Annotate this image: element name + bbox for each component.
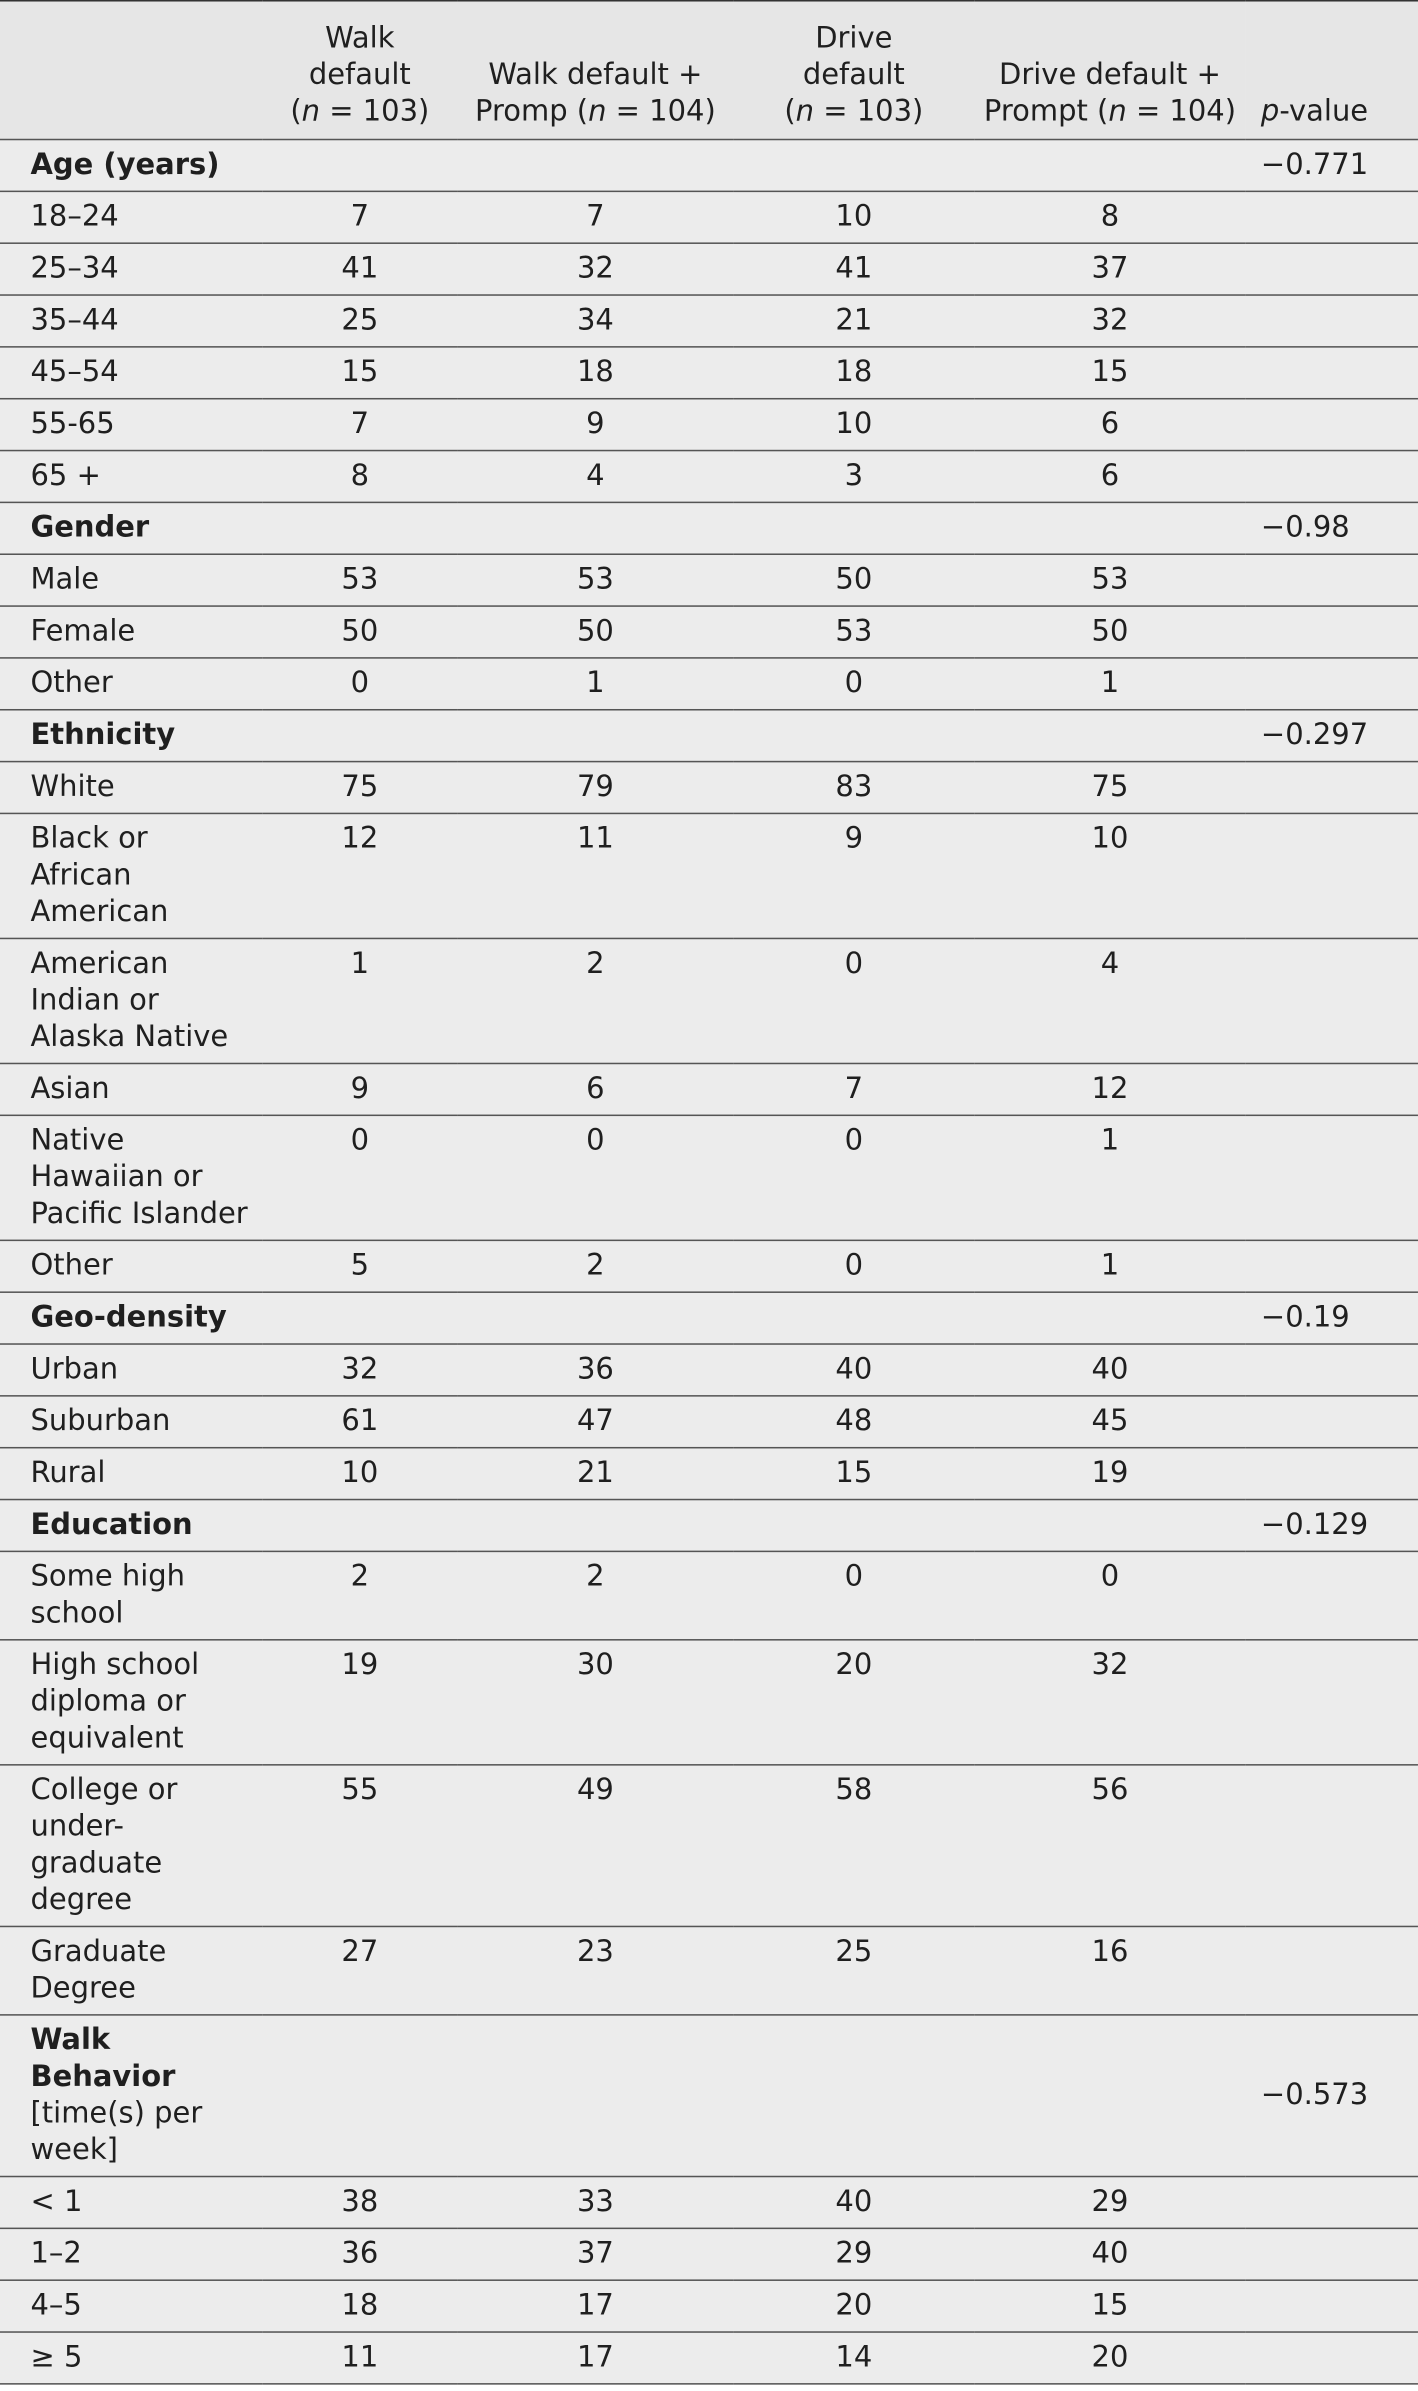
table-cell: 6 [974,399,1245,451]
table-cell: 75 [262,762,457,814]
table-cell: 0 [262,1115,457,1240]
table-cell [974,710,1245,762]
p-value-cell [1246,243,1418,295]
table-cell: 8 [974,191,1245,243]
table-cell: 7 [457,191,733,243]
label-text: College or under-graduate degree [30,1773,178,1917]
section-label [0,2015,262,2177]
label-text: 25–34 [30,251,119,286]
p-value-cell: −0.129 [1246,1500,1418,1552]
table-row [0,243,1418,295]
table-cell [974,1500,1245,1552]
p-value-cell [1246,606,1418,658]
table-cell: 32 [974,1640,1245,1765]
table-cell: 32 [457,243,733,295]
table-cell: 0 [733,938,974,1063]
row-label [0,1063,262,1115]
table-cell: 0 [733,658,974,710]
table-cell: 20 [733,1640,974,1765]
table-cell: 40 [733,2177,974,2229]
table-cell: 36 [262,2228,457,2280]
table-cell: 37 [457,2228,733,2280]
table-cell: 53 [262,554,457,606]
table-cell: 49 [457,1765,733,1927]
row-label [0,1396,262,1448]
label-text: American Indian or Alaska Native [30,946,229,1054]
table-cell: 1 [974,1115,1245,1240]
header-row [0,1,1418,140]
table-row [0,1063,1418,1115]
label-text: Geo-density [30,1300,227,1335]
row-label [0,1926,262,2014]
table-cell: 20 [733,2280,974,2332]
table-cell: 53 [457,554,733,606]
table-row [0,1115,1418,1240]
table-row [0,191,1418,243]
table-row [0,2228,1418,2280]
p-value-cell: −0.573 [1246,2015,1418,2177]
table-cell: 53 [974,554,1245,606]
table-cell: 45 [974,1396,1245,1448]
p-value-cell [1246,762,1418,814]
section-row [0,502,1418,554]
label-text: Asian [30,1071,110,1106]
table-cell: 10 [733,191,974,243]
header-drive-default-prompt: Drive default + Prompt (n = 104) [974,1,1245,140]
table-cell [262,710,457,762]
row-label [0,191,262,243]
header-walk-default-prompt: Walk default + Promp (n = 104) [457,1,733,140]
table-cell [733,2015,974,2177]
table-row [0,1551,1418,1639]
label-text: 65 + [30,458,101,493]
row-label [0,451,262,503]
row-label [0,2332,262,2384]
p-value-cell [1246,451,1418,503]
label-text: 55-65 [30,407,115,441]
label-text: Gender [30,510,150,545]
table-cell: 36 [457,1344,733,1396]
table-cell [733,140,974,192]
section-row [0,1292,1418,1344]
label-text: 35–44 [30,303,119,337]
table-cell: 50 [974,606,1245,658]
p-value-cell [1246,1926,1418,2014]
label-text: Some high school [30,1559,186,1630]
table-cell: 20 [974,2332,1245,2384]
label-text: ≥ 5 [30,2340,83,2374]
p-value-cell [1246,1240,1418,1292]
table-row [0,554,1418,606]
table-cell: 83 [733,762,974,814]
p-value-cell [1246,1448,1418,1500]
table-row [0,762,1418,814]
table-cell [457,1500,733,1552]
row-label [0,1344,262,1396]
p-value-cell: −0.297 [1246,710,1418,762]
table-cell: 7 [262,399,457,451]
p-value-cell [1246,938,1418,1063]
row-label [0,347,262,399]
table-cell: 0 [262,658,457,710]
label-text: Suburban [30,1404,171,1438]
label-text: Urban [30,1352,119,1386]
table-cell [262,140,457,192]
table-cell: 37 [974,243,1245,295]
p-value-cell [1246,347,1418,399]
section-label [0,140,262,192]
p-value-cell: −0.771 [1246,140,1418,192]
table-cell: 29 [733,2228,974,2280]
table-cell: 61 [262,1396,457,1448]
table-row [0,1765,1418,1927]
table-cell: 18 [457,347,733,399]
section-label [0,710,262,762]
table-cell [733,1500,974,1552]
row-label [0,1240,262,1292]
table-cell: 25 [262,295,457,347]
table-cell [262,1500,457,1552]
row-label [0,399,262,451]
table-row [0,1926,1418,2014]
table-cell: 40 [974,1344,1245,1396]
table-cell [262,1292,457,1344]
row-label [0,658,262,710]
section-row [0,710,1418,762]
table-cell: 3 [733,451,974,503]
p-value-cell [1246,1640,1418,1765]
table-row [0,2332,1418,2384]
table-row [0,1640,1418,1765]
table-cell: 50 [262,606,457,658]
row-label [0,2280,262,2332]
table-cell: 30 [457,1640,733,1765]
table-body [0,140,1418,2384]
p-value-cell [1246,2228,1418,2280]
table-row [0,1344,1418,1396]
table-cell: 8 [262,451,457,503]
table-row [0,2177,1418,2229]
section-sublabel: [time(s) per week] [30,2096,203,2167]
table-cell: 14 [733,2332,974,2384]
table-cell: 41 [733,243,974,295]
p-value-cell [1246,1063,1418,1115]
table-cell: 40 [733,1344,974,1396]
row-label [0,1640,262,1765]
table-row [0,1396,1418,1448]
table-cell: 15 [974,2280,1245,2332]
header-walk-default: Walk default (n = 103) [262,1,457,140]
table-row [0,451,1418,503]
table-row [0,399,1418,451]
header-empty [0,1,262,140]
table-row [0,295,1418,347]
table-cell: 18 [733,347,974,399]
table-cell [733,710,974,762]
p-value-cell: −0.98 [1246,502,1418,554]
table-cell: 23 [457,1926,733,2014]
label-text: Native Hawaiian or Pacific Islander [30,1123,248,1231]
section-row [0,2015,1418,2177]
table-cell: 1 [457,658,733,710]
table-cell: 4 [457,451,733,503]
table-cell: 18 [262,2280,457,2332]
table-cell: 12 [974,1063,1245,1115]
label-text: High school diploma or equivalent [30,1648,200,1755]
table-cell: 38 [262,2177,457,2229]
table-cell: 75 [974,762,1245,814]
section-row [0,140,1418,192]
label-text: Graduate Degree [30,1934,167,2005]
row-label [0,813,262,938]
table-cell: 55 [262,1765,457,1927]
table-cell: 10 [974,813,1245,938]
table-cell: 58 [733,1765,974,1927]
table-cell: 56 [974,1765,1245,1927]
table-cell: 21 [733,295,974,347]
label-text: < 1 [30,2184,83,2219]
table-cell: 34 [457,295,733,347]
table-cell: 11 [262,2332,457,2384]
p-value-cell: −0.19 [1246,1292,1418,1344]
label-text: Female [30,614,136,648]
table-cell: 15 [733,1448,974,1500]
table-cell: 53 [733,606,974,658]
table-cell: 19 [974,1448,1245,1500]
table-cell: 50 [733,554,974,606]
label-text: Education [30,1507,193,1542]
row-label [0,1765,262,1927]
table-cell: 17 [457,2280,733,2332]
p-value-cell [1246,1115,1418,1240]
section-label [0,1500,262,1552]
table-row [0,1240,1418,1292]
p-value-cell [1246,554,1418,606]
table-cell: 10 [262,1448,457,1500]
table-cell: 19 [262,1640,457,1765]
p-value-cell [1246,399,1418,451]
table-cell: 9 [733,813,974,938]
row-label [0,1448,262,1500]
section-label [0,1292,262,1344]
row-label [0,762,262,814]
section-label [0,502,262,554]
table-cell: 1 [262,938,457,1063]
table-row [0,606,1418,658]
p-value-cell [1246,1765,1418,1927]
label-text: White [30,769,115,804]
p-value-cell [1246,813,1418,938]
label-text: Other [30,1248,113,1283]
table-cell [262,502,457,554]
table-cell [733,502,974,554]
label-text: Ethnicity [30,718,176,752]
p-value-cell [1246,2177,1418,2229]
table-cell [974,140,1245,192]
table-cell: 25 [733,1926,974,2014]
table-cell [457,502,733,554]
row-label [0,1115,262,1240]
table-cell: 12 [262,813,457,938]
table-cell [457,710,733,762]
label-text: Walk Behavior [30,2023,176,2094]
label-text: 18–24 [30,199,119,234]
row-label [0,295,262,347]
label-text: Other [30,666,113,700]
header-drive-default: Drive default (n = 103) [733,1,974,140]
table-cell: 9 [262,1063,457,1115]
table-cell: 0 [974,1551,1245,1639]
table-row [0,2280,1418,2332]
table-cell: 6 [974,451,1245,503]
table-cell [974,502,1245,554]
label-text: 4–5 [30,2288,82,2323]
table-cell: 2 [457,938,733,1063]
table-cell [457,2015,733,2177]
table-cell: 10 [733,399,974,451]
table-cell: 32 [974,295,1245,347]
table-cell: 1 [974,658,1245,710]
label-text: Rural [30,1456,106,1490]
p-value-cell [1246,191,1418,243]
table-cell: 2 [457,1240,733,1292]
label-text: 1–2 [30,2236,82,2271]
row-label [0,554,262,606]
row-label [0,243,262,295]
table-row [0,658,1418,710]
table-cell [262,2015,457,2177]
table-cell: 32 [262,1344,457,1396]
table-cell: 4 [974,938,1245,1063]
table-cell: 50 [457,606,733,658]
p-value-cell [1246,1551,1418,1639]
table-cell: 2 [262,1551,457,1639]
section-row [0,1500,1418,1552]
table-cell [733,1292,974,1344]
table-row [0,347,1418,399]
table-cell: 40 [974,2228,1245,2280]
table-cell: 7 [733,1063,974,1115]
table-cell: 16 [974,1926,1245,2014]
table-cell: 79 [457,762,733,814]
table-cell: 15 [974,347,1245,399]
label-text: Black or African American [30,821,169,929]
table-cell: 0 [733,1115,974,1240]
table-cell: 2 [457,1551,733,1639]
table-cell: 9 [457,399,733,451]
table-row [0,813,1418,938]
label-text: 45–54 [30,355,119,389]
table-cell: 17 [457,2332,733,2384]
p-value-cell [1246,1396,1418,1448]
p-value-cell [1246,2332,1418,2384]
table-cell: 41 [262,243,457,295]
table-cell: 1 [974,1240,1245,1292]
table-cell: 0 [733,1240,974,1292]
table-row [0,938,1418,1063]
row-label [0,938,262,1063]
row-label [0,1551,262,1639]
table-cell: 7 [262,191,457,243]
table-cell: 29 [974,2177,1245,2229]
row-label [0,2177,262,2229]
table-cell: 6 [457,1063,733,1115]
table-cell: 0 [457,1115,733,1240]
p-value-cell [1246,295,1418,347]
table-cell [974,1292,1245,1344]
row-label [0,2228,262,2280]
table-cell: 11 [457,813,733,938]
label-text: Male [30,562,100,597]
table-cell: 33 [457,2177,733,2229]
table-row [0,1448,1418,1500]
table-cell [457,140,733,192]
table-cell: 48 [733,1396,974,1448]
label-text: Age (years) [30,147,220,182]
table-cell: 27 [262,1926,457,2014]
table-cell: 21 [457,1448,733,1500]
p-value-cell [1246,1344,1418,1396]
p-value-cell [1246,2280,1418,2332]
table-cell [457,1292,733,1344]
table-cell: 15 [262,347,457,399]
table-cell [974,2015,1245,2177]
p-value-cell [1246,658,1418,710]
table-cell: 5 [262,1240,457,1292]
row-label [0,606,262,658]
header-p-value: p-value [1246,1,1418,140]
table-cell: 47 [457,1396,733,1448]
table-cell: 0 [733,1551,974,1639]
